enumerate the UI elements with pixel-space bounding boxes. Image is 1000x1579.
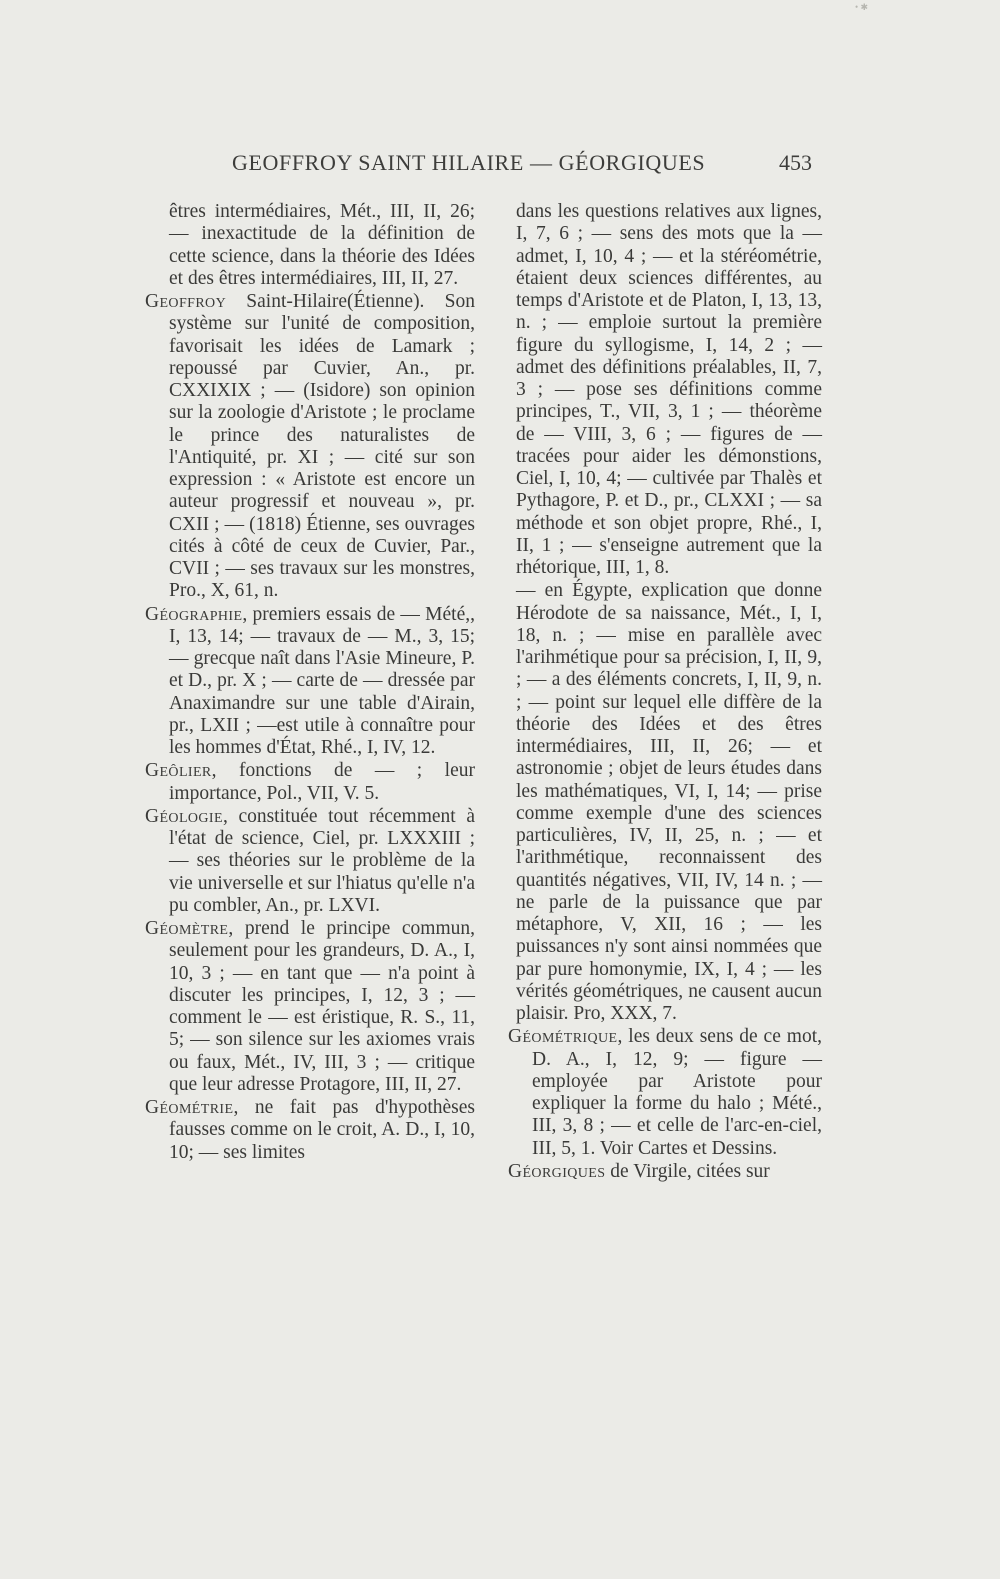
- entry-headword: Géologie: [145, 805, 223, 827]
- index-entry: [145, 918, 475, 1096]
- entry-text: , premiers essais de — Mété,, I, 13, 14; — travaux de — M., 3, 15; — grecque naît dans l'Asie Mineure, P. et D., pr. X ; — carte de — dressée par Anaximandre sur une table d'Airain, pr., LXII ; —est utile à connaître pour les hommes d'État, Rhé., I, IV, 12.: [169, 603, 475, 758]
- index-entry: [145, 1097, 475, 1164]
- page-header: [232, 150, 812, 190]
- entry-headword: Geoffroy: [145, 291, 227, 312]
- index-entry: [145, 201, 475, 290]
- index-entry: [508, 1161, 822, 1183]
- right-column: [508, 201, 822, 1184]
- index-entry: [145, 604, 475, 760]
- entry-text: — en Égypte, explication que donne Hérodote de sa naissance, Mét., I, I, 18, n. ; — mise en parallèle avec l'arihmétique pour sa précision, I, II, 9, ; — a des éléments concrets, I, II, 9, n. ; — point sur lequel elle diffère de la théorie des Idées et des êtres intermédiaires, III, II, 26; — et astronomie ; objet de leurs études dans les mathématiques, VI, I, 14; — prise comme exemple d'une des sciences particulières, IV, II, 25, n. ; — et l'arithmétique, reconnaissent des quantités négatives, VII, IV, 14 n. ; — ne parle de la puissance que par métaphore, V, XII, 16 ; — les puissances n'y sont ainsi nommées que par pure homonymie, IX, I, 4 ; — les vérités géométriques, ne causent aucun plaisir. Pro, XXX, 7.: [516, 580, 822, 1024]
- entry-text: êtres intermédiaires, Mét., III, II, 26; — inexactitude de la définition de cette science, dans la théorie des Idées et des êtres intermédiaires, III, II, 27.: [169, 201, 475, 289]
- entry-text: , les deux sens de ce mot, D. A., I, 12, 9; — figure — employée par Aristote pour expliquer la forme du halo ; Mété., III, 3, 8 ; — et celle de l'arc-en-ciel, III, 5, 1. Voir Cartes et Dessins.: [532, 1026, 822, 1159]
- entry-headword: Géométrique: [508, 1026, 618, 1048]
- entry-text: , constituée tout récemment à l'état de science, Ciel, pr. LXXXIII ; — ses théories sur le problème de la vie universelle et sur l'hiatus qu'elle n'a pu combler, An., pr. LXVI.: [169, 805, 475, 916]
- entry-headword: Géographie: [145, 603, 243, 625]
- entry-headword: Geôlier: [145, 760, 212, 782]
- index-entry: [145, 806, 475, 917]
- index-entry: [145, 291, 475, 603]
- entry-text: Saint-Hilaire(Étienne). Son système sur l'unité de composition, favorisait les idées de Lamark ; repoussé par Cuvier, An., pr. CXXIXIX ; — (Isidore) son opinion sur la zoologie d'Aristote ; le proclame le prince des naturalistes de l'Antiquité, pr. XI ; — cité sur son expression : « Aristote est encore un auteur progressif et nouveau », pr. CXII ; — (1818) Étienne, ses ouvrages cités à côté de ceux de Cuvier, Par., CVII ; — ses travaux sur les monstres, Pro., X, 61, n.: [169, 291, 475, 602]
- index-entry: [145, 760, 475, 805]
- running-title: GEOFFROY SAINT HILAIRE — GÉORGIQUES: [232, 150, 706, 175]
- index-entry: [508, 1026, 822, 1160]
- corner-marks: • ✱: [855, 2, 868, 12]
- left-column: [145, 201, 475, 1165]
- entry-headword: Géorgiques: [508, 1160, 606, 1182]
- entry-headword: Géométrie: [145, 1097, 234, 1118]
- entry-text: de Virgile, citées sur: [605, 1160, 770, 1182]
- page-number: 453: [779, 150, 812, 175]
- entry-text: , prend le principe commun, seulement pour les grandeurs, D. A., I, 10, 3 ; — en tant que — n'a point à discuter les principes, I, 12, 3 ; — comment le — est éristique, R. S., 11, 5; — son silence sur les axiomes vrais ou faux, Mét., IV, III, 3 ; — critique que leur adresse Protagore, III, II, 27.: [169, 918, 475, 1095]
- entry-text: dans les questions relatives aux lignes, I, 7, 6 ; — sens des mots que la — admet, I, 10, 4 ; — et la stéréométrie, étaient deux sciences différentes, au temps d'Aristote et de Platon, I, 13, 13, n. ; — emploie surtout la première figure du syllogisme, I, 14, 2 ; — admet des définitions préalables, II, 7, 3 ; — pose ses définitions comme principes, T., VII, 3, 1 ; — théorème de — VIII, 3, 6 ; — figures de — tracées pour aider les démonstions, Ciel, I, 10, 4; — cultivée par Thalès et Pythagore, P. et D., pr., CLXXI ; — sa méthode et son objet propre, Rhé., I, II, 1 ; — s'enseigne autrement que la rhétorique, III, 1, 8.: [516, 201, 822, 578]
- index-entry: [508, 201, 822, 579]
- entry-text: , ne fait pas d'hypothèses fausses comme on le croit, A. D., I, 10, 10; — ses limites: [169, 1097, 475, 1163]
- index-entry: [508, 580, 822, 1025]
- entry-headword: Géomètre: [145, 918, 229, 939]
- entry-text: , fonctions de — ; leur importance, Pol., VII, V. 5.: [169, 760, 475, 804]
